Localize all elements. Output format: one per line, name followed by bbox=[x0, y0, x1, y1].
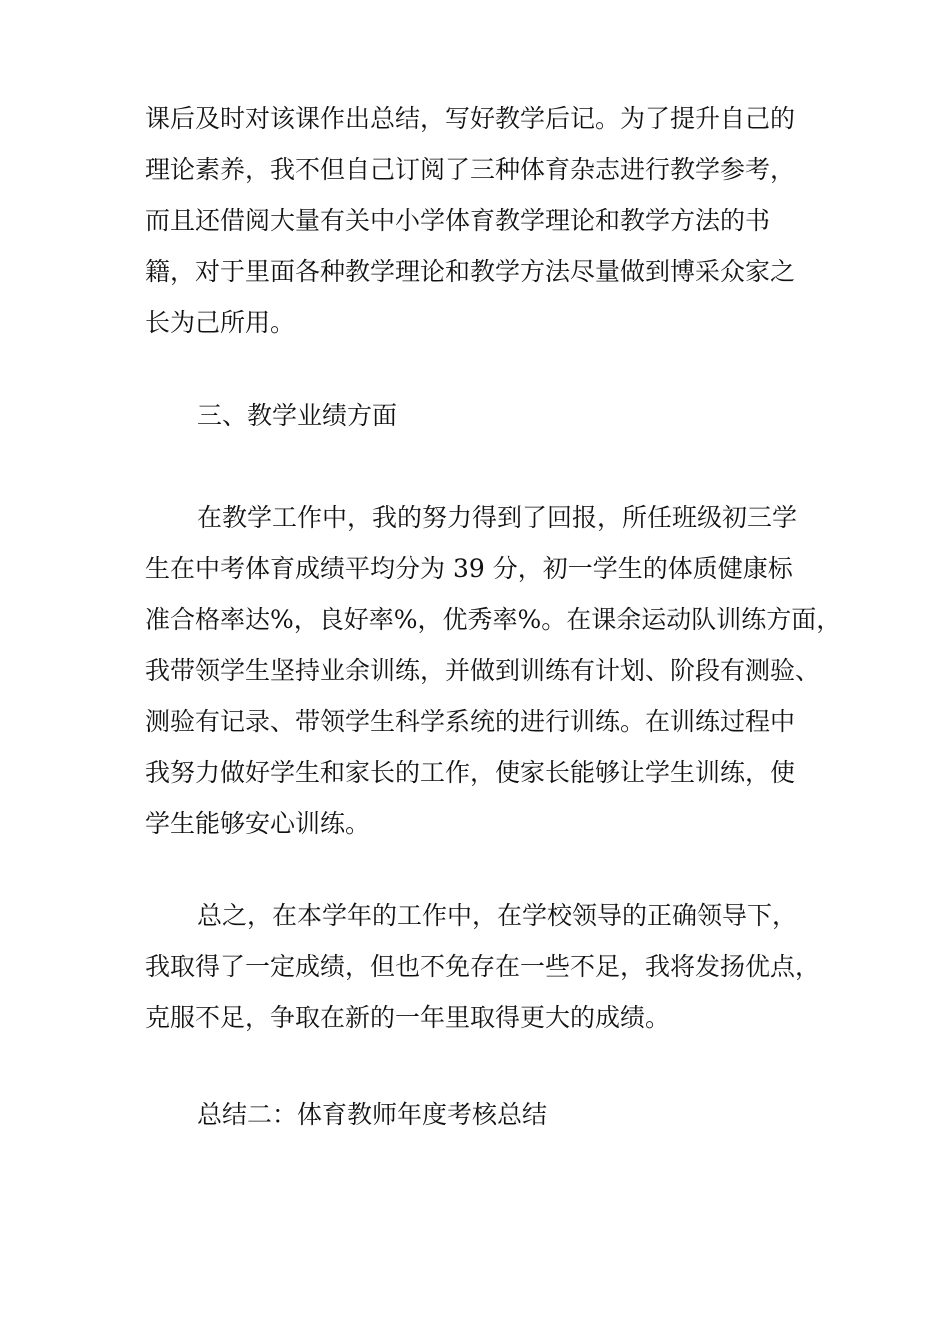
section-heading-summary-two bbox=[145, 1089, 810, 1140]
section-heading: 总结二：体育教师年度考核总结 bbox=[197, 1100, 548, 1129]
text-line: 籍，对于里面各种教学理论和教学方法尽量做到博采众家之 bbox=[145, 257, 796, 286]
text-line: 理论素养，我不但自己订阅了三种体育杂志进行教学参考， bbox=[145, 155, 796, 184]
text-line: 总之，在本学年的工作中，在学校领导的正确领导下， bbox=[197, 901, 798, 930]
text-line: 学生能够安心训练。 bbox=[145, 809, 371, 838]
text-line: 长为己所用。 bbox=[145, 308, 296, 337]
paragraph-conclusion bbox=[145, 890, 821, 1043]
text-line: 我努力做好学生和家长的工作，使家长能够让学生训练，使 bbox=[145, 758, 796, 787]
section-heading: 三、教学业绩方面 bbox=[197, 401, 398, 430]
section-heading-teaching-performance bbox=[145, 390, 810, 441]
text-line: 我带领学生坚持业余训练，并做到训练有计划、阶段有测验、 bbox=[145, 656, 821, 685]
paragraph-teaching-reflection bbox=[145, 93, 810, 348]
text-line: 准合格率达%，良好率%，优秀率%。在课余运动队训练方面， bbox=[145, 605, 842, 634]
text-line: 课后及时对该课作出总结，写好教学后记。为了提升自己的 bbox=[145, 104, 796, 133]
paragraph-teaching-results bbox=[145, 492, 842, 849]
text-line: 而且还借阅大量有关中小学体育教学理论和教学方法的书 bbox=[145, 206, 771, 235]
text-line: 生在中考体育成绩平均分为 39 分，初一学生的体质健康标 bbox=[145, 554, 793, 583]
text-line: 我取得了一定成绩，但也不免存在一些不足，我将发扬优点， bbox=[145, 952, 821, 981]
text-line: 克服不足，争取在新的一年里取得更大的成绩。 bbox=[145, 1003, 671, 1032]
text-line: 在教学工作中，我的努力得到了回报，所任班级初三学 bbox=[197, 503, 798, 532]
text-line: 测验有记录、带领学生科学系统的进行训练。在训练过程中 bbox=[145, 707, 796, 736]
